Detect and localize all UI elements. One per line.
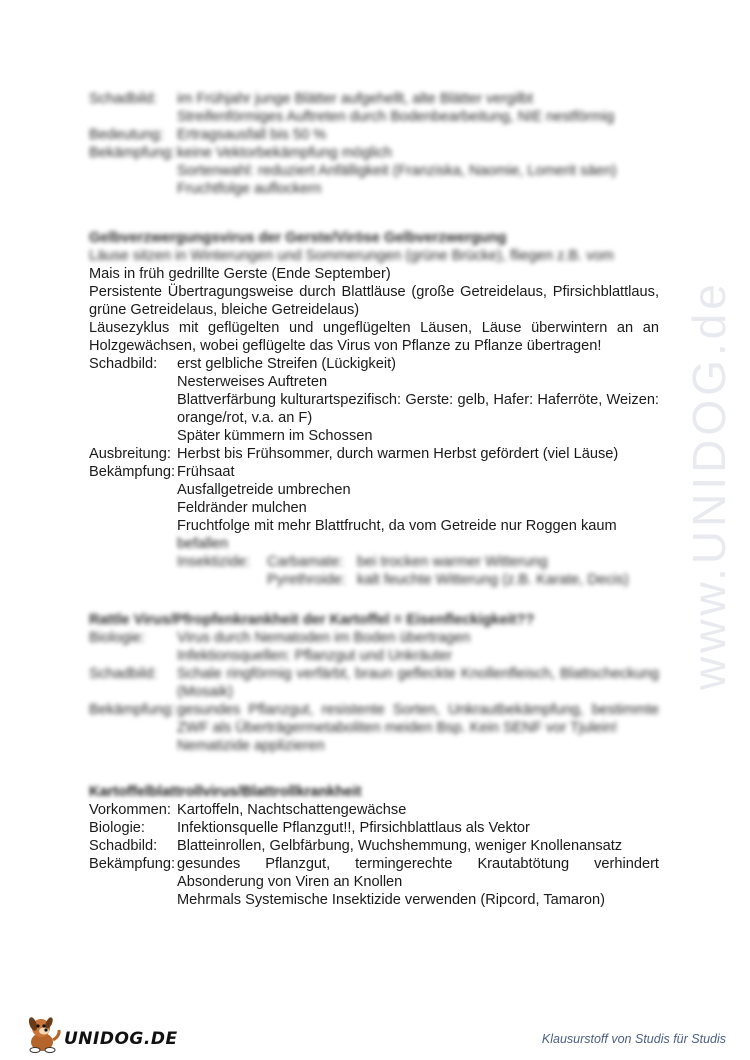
s2-row-schadbild [89, 355, 659, 445]
s4-row-vorkommen [89, 801, 659, 819]
s3-line: Virus durch Nematoden im Boden übertragen [177, 630, 471, 646]
s4-label: Schadbild: [89, 838, 158, 854]
s1-line: Fruchtfolge auflockern [177, 181, 322, 197]
footer-tagline: Klausurstoff von Studis für Studis [541, 1032, 726, 1046]
s4-line: Blatteinrollen, Gelbfärbung, Wuchshemmung, weniger Knollenansatz [177, 838, 623, 854]
s2-intro: Mais in früh gedrillte Gerste (Ende September) [89, 266, 391, 282]
s2-line: Fruchtfolge mit mehr Blattfrucht, da vom Getreide nur Roggen kaum [177, 518, 617, 534]
section-1 [89, 90, 659, 198]
s3-line: gesundes Pflanzgut, resistente Sorten, Unkrautbekämpfung, bestimmte ZWF als Überträgermetaboliten meiden Bsp. Kein SENF vor Tjulein! [177, 702, 659, 736]
s1-row-bedeutung [89, 126, 659, 144]
s2-intro-blurred: Läuse sitzen in Winterungen und Sommerungen (grüne Brücke), fliegen z.B. vom [89, 248, 614, 264]
s2-row-bekaempfung [89, 463, 659, 553]
s2-insektizide [89, 553, 659, 589]
s3-label: Bekämpfung: [89, 702, 175, 718]
s4-row-bekaempfung [89, 855, 659, 909]
s4-label: Biologie: [89, 820, 145, 836]
s4-line: Infektionsquelle Pflanzgut!!, Pfirsichblattlaus als Vektor [177, 820, 530, 836]
s2-row-ausbreitung [89, 445, 659, 463]
s3-row-bekaempfung [89, 701, 659, 755]
s4-title: Kartoffelblattrollvirus/Blattrollkrankheit [89, 784, 362, 800]
s3-row-biologie [89, 629, 659, 665]
section-2 [89, 229, 659, 589]
s3-line: Nematizide applizieren [177, 738, 325, 754]
s1-label: Bedeutung: [89, 127, 164, 143]
s4-label: Vorkommen: [89, 802, 171, 818]
s2-line: Ausfallgetreide umbrechen [177, 482, 351, 498]
s1-line: Streifenförmiges Auftreten durch Bodenbearbeitung, NIE nestförmig [177, 109, 615, 125]
s1-label: Bekämpfung: [89, 145, 175, 161]
s4-line: Kartoffeln, Nachtschattengewächse [177, 802, 407, 818]
s4-line: gesundes Pflanzgut, termingerechte Krautabtötung verhindert Absonderung von Viren an Knollen [177, 856, 659, 890]
s4-row-biologie [89, 819, 659, 837]
s2-line: Herbst bis Frühsommer, durch warmen Herbst gefördert (viel Läuse) [177, 446, 619, 462]
s3-title: Rattle Virus/Pfropfenkrankheit der Kartoffel = Eisenfleckigkeit?? [89, 612, 535, 628]
s2-line: Frühsaat [177, 464, 235, 480]
s1-line: Sortenwahl: reduziert Anfälligkeit (Franziska, Naomie, Lomerit säen) [177, 163, 617, 179]
s3-line: Schale ringförmig verfärbt, braun gefleckte Knollenfleisch, Blattscheckung (Mosaik) [177, 666, 659, 700]
logo-text: UNIDOG.DE [64, 1029, 178, 1049]
s2-line: Nesterweises Auftreten [177, 374, 328, 390]
s1-line: im Frühjahr junge Blätter aufgehellt, alte Blätter vergilbt [177, 91, 534, 107]
s2-para2: Läusezyklus mit geflügelten und ungeflügelten Läusen, Läuse überwintern an an Holzgewächsen, wobei geflügelte das Virus von Pflanze zu Pflanze übertragen! [89, 320, 659, 354]
watermark: www.UNIDOG.de [683, 280, 735, 690]
s2-line: Feldränder mulchen [177, 500, 307, 516]
s2-para1: Persistente Übertragungsweise durch Blattläuse (große Getreidelaus, Pfirsichblattlaus, grüne Getreidelaus, bleiche Getreidelaus) [89, 284, 659, 318]
section-4 [89, 783, 659, 909]
s2-line: Blattverfärbung kulturartspezifisch: Gerste: gelb, Hafer: Haferröte, Weizen: orange/rot, v.a. an F) [177, 392, 659, 426]
s2-insektizid-name: Carbamate: [267, 554, 344, 570]
s2-label: Bekämpfung: [89, 464, 175, 480]
s1-row-schadbild [89, 90, 659, 126]
s2-line: erst gelbliche Streifen (Lückigkeit) [177, 356, 397, 372]
s1-label: Schadbild: [89, 91, 158, 107]
s2-line-blurred: befallen [177, 536, 229, 552]
s2-label: Ausbreitung: [89, 446, 171, 462]
s1-line: Ertragsausfall bis 50 % [177, 127, 327, 143]
s2-label: Schadbild: [89, 356, 158, 372]
s2-insektizid-text: bei trocken warmer Witterung [357, 554, 548, 570]
s1-line: keine Vektorbekämpfung möglich [177, 145, 392, 161]
s3-label: Biologie: [89, 630, 145, 646]
dog-mascot-icon [26, 1014, 62, 1054]
s2-insektizid-name: Pyrethroide: [267, 572, 346, 588]
s1-row-bekaempfung [89, 144, 659, 198]
unidog-logo[interactable] [26, 1014, 178, 1054]
s3-row-schadbild [89, 665, 659, 701]
s4-label: Bekämpfung: [89, 856, 175, 872]
s2-insektizide-label: Insektizide: [177, 554, 251, 570]
s4-row-schadbild [89, 837, 659, 855]
s4-line: Mehrmals Systemische Insektizide verwenden (Ripcord, Tamaron) [177, 892, 605, 908]
s2-insektizid-text: kalt feuchte Witterung (z.B. Karate, Decis) [357, 572, 629, 588]
s2-line: Später kümmern im Schossen [177, 428, 373, 444]
s2-title: Gelbverzwergungsvirus der Gerste/Viröse Gelbverzwergung [89, 230, 507, 246]
s3-label: Schadbild: [89, 666, 158, 682]
s3-line: Infektionsquellen: Pflanzgut und Unkräuter [177, 648, 453, 664]
section-3 [89, 611, 659, 755]
